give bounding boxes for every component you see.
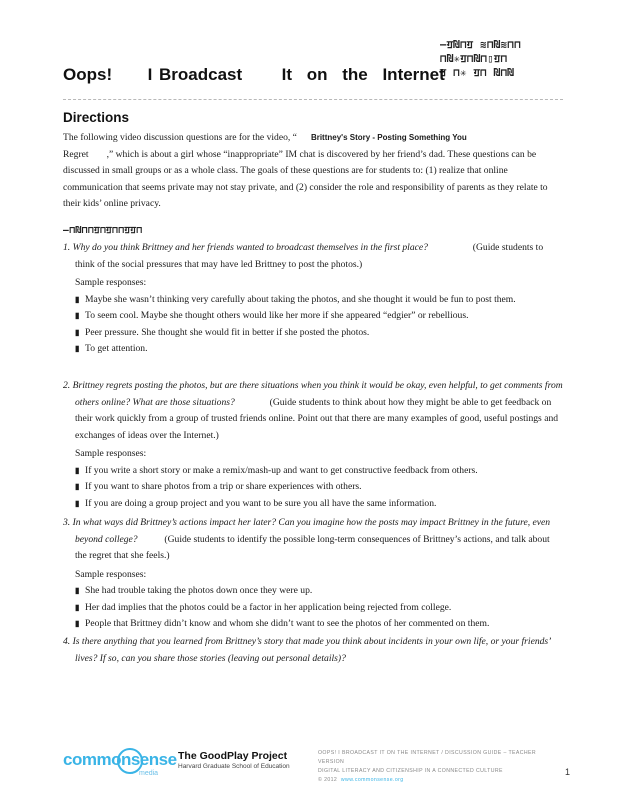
goodplay-title: The GoodPlay Project xyxy=(178,750,288,762)
list-item: ▮ Maybe she wasn’t thinking very carefully about taking the photos, and she thought it would be fun to post them. xyxy=(75,292,563,309)
list-item: ▮ To get attention. xyxy=(75,341,563,358)
question-4 xyxy=(63,634,563,667)
video-name: Regret xyxy=(63,148,89,160)
bullet-mark: ▮ xyxy=(75,465,80,475)
list-item: ▮ If you want to share photos from a trip or share experiences with others. xyxy=(75,479,563,496)
question-guide: (Guide students to think of the social pressures that may have led Brittney to post the photos.) xyxy=(75,242,544,270)
bullet-mark: ▮ xyxy=(75,344,80,353)
title-part: I Broadcast xyxy=(147,65,243,84)
question-3 xyxy=(63,515,563,633)
title-part: Oops! xyxy=(63,65,113,84)
bullet-mark: ▮ xyxy=(75,498,80,508)
header-line: –ॻ₪⊓ॻ ≋⊓₪≋⊓⊓ xyxy=(440,39,522,51)
question-number: 3. xyxy=(63,517,71,528)
footer-url-link[interactable]: www.commonsense.org xyxy=(340,777,404,783)
page-footer xyxy=(0,740,618,800)
sample-responses-label: Sample responses: xyxy=(75,448,147,459)
common-sense-logo xyxy=(63,746,177,780)
question-guide: (Guide students to identify the possible long-term consequences of Brittney’s actions, and talk about the regret that she feels.) xyxy=(75,533,550,561)
page-title xyxy=(63,65,445,85)
logo-wordmark: commonsense xyxy=(63,750,177,769)
question-text: Is there anything that you learned from Brittney’s story that made you think about incidents in your own life, or your friends’ lives? If so, can you share those stories (leaving out personal details)? xyxy=(72,636,551,664)
question-guide: (Guide students to think about how they might be able to get feedback on their work quickly from a group of trusted friends online. Point out that there are many examples of good, useful postings and exchanges of ideas over the Internet.) xyxy=(75,396,559,441)
directions-text: The following video discussion questions are for the video, “ xyxy=(63,132,297,143)
question-number: 4. xyxy=(63,636,71,647)
directions-heading: Directions xyxy=(63,110,130,125)
question-text: In what ways did Brittney’s actions impact her later? Can you imagine how the posts may impact Brittney in the future, even beyond college? xyxy=(72,517,551,545)
bullet-mark: ▮ xyxy=(75,311,80,320)
question-number: 1. xyxy=(63,242,71,253)
bullet-mark: ▮ xyxy=(75,586,80,595)
list-item: ▮ People that Brittney didn’t know and whom she didn’t want to see the photos of her commented on them. xyxy=(75,616,563,633)
bullet-mark: ▮ xyxy=(75,619,80,628)
goodplay-subtitle: Harvard Graduate School of Education xyxy=(178,763,290,770)
bullet-mark: ▮ xyxy=(75,294,80,304)
question-number: 2. xyxy=(63,380,71,391)
bullet-mark: ▮ xyxy=(75,602,80,612)
header-divider xyxy=(63,99,563,100)
list-item: ▮ Peer pressure. She thought she would fit in better if she posted the photos. xyxy=(75,325,563,342)
footer-line: DIGITAL LITERACY AND CITIZENSHIP IN A CONNECTED CULTURE xyxy=(318,768,503,774)
footer-line: © 2012 www.commonsense.org xyxy=(318,777,404,783)
response-list xyxy=(75,463,563,513)
header-logo-text xyxy=(440,38,600,80)
list-item: ▮ If you write a short story or make a remix/mash-up and want to get constructive feedback from others. xyxy=(75,463,563,480)
footer-text xyxy=(318,749,563,785)
response-list xyxy=(75,292,563,358)
question-2 xyxy=(63,378,563,512)
response-list xyxy=(75,583,563,633)
title-part: It on the Internet xyxy=(281,65,445,84)
question-1 xyxy=(63,240,563,358)
goodplay-logo xyxy=(178,750,298,770)
list-item: ▮ Her dad implies that the photos could be a factor in her application being rejected from college. xyxy=(75,600,563,617)
section-heading: –⊓₪⊓⊓ॻ⊓ॻ⊓⊓ॻॻ⊓ xyxy=(63,225,143,236)
sample-responses-label: Sample responses: xyxy=(75,568,147,580)
question-text: Why do you think Brittney and her friends wanted to broadcast themselves in the first place? xyxy=(72,242,428,253)
video-name: Brittney's Story - Posting Something You xyxy=(310,133,467,142)
list-item: ▮ If you are doing a group project and you want to be sure you all have the same information. xyxy=(75,496,563,513)
logo-media-text: media xyxy=(139,770,159,777)
page-number: 1 xyxy=(565,767,571,777)
list-item: ▮ She had trouble taking the photos down once they were up. xyxy=(75,583,563,600)
footer-line: OOPS! I BROADCAST IT ON THE INTERNET / DISCUSSION GUIDE – TEACHER VERSION xyxy=(318,750,537,765)
bullet-mark: ▮ xyxy=(75,482,80,491)
bullet-mark: ▮ xyxy=(75,327,80,337)
directions-paragraph xyxy=(63,130,563,213)
question-text: Brittney regrets posting the photos, but are there situations when you think it would be okay, even helpful, to get comments from others online? What are those situations? xyxy=(72,380,563,408)
directions-text: ,” which is about a girl whose “inappropriate” IM chat is discovered by her friend’s dad. These questions can be discussed in small groups or as a whole class. The goals of these questions are for students to: (1) realize that online communication that seems private may not stay private, and (2) consider the role and responsibility of parents as they relate to their kids’ online privacy. xyxy=(63,148,548,209)
header-line: ⊓₪✳ॻ⊓₪⊓▯ॻ⊓ xyxy=(440,53,508,65)
list-item: ▮ To seem cool. Maybe she thought others would like her more if she appeared “edgier” or rebellious. xyxy=(75,308,563,325)
sample-responses-label: Sample responses: xyxy=(75,277,147,288)
header-line: ॻ ⊓✳ ॻ⊓ ₪⊓₪ xyxy=(440,67,515,79)
